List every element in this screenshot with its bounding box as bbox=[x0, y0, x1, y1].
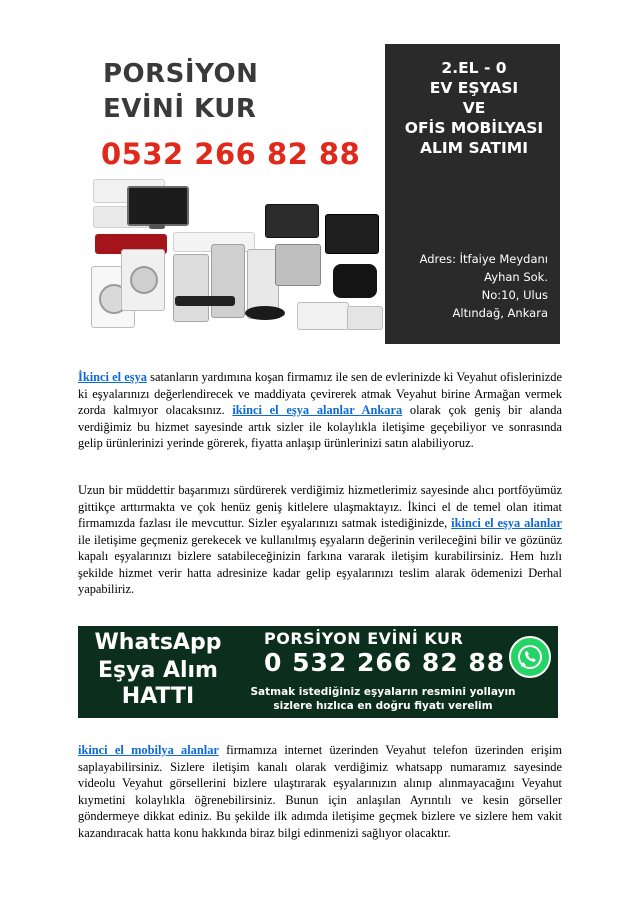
whatsapp-tagline bbox=[228, 685, 538, 713]
hero-banner bbox=[85, 44, 560, 344]
dvd-player-icon bbox=[175, 296, 235, 306]
oven-icon bbox=[275, 244, 321, 286]
paragraph-text: ile iletişime geçmeniz gerekecek ve kullanılmış eşyaların değerinin verileceğini bilir ve gözünüz kapalı eşyalarınızı bizlere satabileceğinizin farkına vararak iletişim kurabilirsiniz. Hem hızlı şekilde hizmet verir hatta adresinize kadar gelip eşyalarınızı teslim alarak ödemenizi Derhal yapabiliriz. bbox=[78, 532, 562, 596]
paragraph-text: Uzun bir müddettir başarımızı sürdürerek verdiğimiz hizmetlerimiz sayesinde alıcı portföyümüz gittikçe arttırmakta ve çok henüz geniş kitlelere ulaşmaktayız. İkinci el de temel olan itimat firmamızda fazlası ile mevcuttur. Sizler eşyalarınızı satmak istediğinizde, bbox=[78, 483, 562, 530]
link-ikinci-el-esya[interactable]: İkinci el eşya bbox=[78, 370, 147, 384]
refrigerator-icon bbox=[173, 254, 209, 322]
address-line: Ayhan Sok. bbox=[484, 270, 548, 284]
whatsapp-brand-name: PORSİYON EVİNİ KUR bbox=[264, 629, 464, 648]
television-icon bbox=[127, 186, 189, 226]
paragraph-text: olarak çok geniş bir alanda verdiğimiz bu hizmet sayesinde artık sizler ile kolaylıkla iletişime geçebiliyor ve sonrasında gelip ürünlerinizi yerinde görerek, fiyatta anlaşıp ürünlerinizi satın alabiliyoruz. bbox=[78, 403, 562, 450]
router-icon bbox=[333, 264, 377, 298]
whatsapp-title-line: WhatsApp bbox=[94, 630, 222, 655]
whatsapp-icon bbox=[509, 636, 551, 678]
link-ikinci-el-mobilya-alanlar[interactable]: ikinci el mobilya alanlar bbox=[78, 743, 219, 757]
address-line: No:10, Ulus bbox=[481, 288, 548, 302]
microwave-icon bbox=[325, 214, 379, 254]
paragraph-service bbox=[78, 482, 562, 598]
whatsapp-banner bbox=[78, 626, 558, 718]
tagline-line: Satmak istediğiniz eşyaların resmini yollayın bbox=[250, 686, 516, 698]
slogan-line: VE bbox=[462, 99, 486, 117]
brand-name-line1: PORSİYON bbox=[103, 59, 259, 89]
slogan-line: 2.EL - 0 bbox=[441, 59, 507, 77]
banner-phone-number: 0532 266 82 88 bbox=[101, 137, 361, 171]
paragraph-contact bbox=[78, 742, 562, 841]
link-ikinci-el-esya-alanlar[interactable]: ikinci el eşya alanlar bbox=[451, 516, 562, 530]
banner-info-panel bbox=[385, 44, 560, 344]
refrigerator-icon bbox=[211, 244, 245, 318]
whatsapp-phone-number: 0 532 266 82 88 bbox=[264, 648, 506, 677]
tagline-line: sizlere hızlıca en doğru fiyatı verelim bbox=[273, 700, 493, 712]
whatsapp-title-line: Eşya Alım bbox=[97, 658, 218, 683]
washing-machine-door-icon bbox=[130, 266, 158, 294]
microwave-icon bbox=[265, 204, 319, 238]
slogan-line: EV EŞYASI bbox=[429, 79, 519, 97]
paragraph-intro bbox=[78, 369, 562, 452]
slogan-line: OFİS MOBİLYASI bbox=[404, 119, 544, 137]
speaker-icon bbox=[245, 306, 285, 320]
brand-name-line2: EVİNİ KUR bbox=[103, 94, 257, 124]
link-ikinci-el-esya-alanlar-ankara[interactable]: ikinci el eşya alanlar Ankara bbox=[232, 403, 403, 417]
slogan-line: ALIM SATIMI bbox=[420, 139, 528, 157]
whatsapp-title-block bbox=[78, 626, 238, 718]
banner-slogan bbox=[399, 58, 549, 158]
banner-address bbox=[388, 250, 548, 322]
whatsapp-title-line: HATTI bbox=[121, 684, 195, 709]
banner-appliance-area bbox=[85, 44, 385, 344]
tv-stand-icon bbox=[149, 224, 165, 229]
address-line: Altındağ, Ankara bbox=[452, 306, 548, 320]
address-line: Adres: İtfaiye Meydanı bbox=[419, 252, 548, 266]
microwave-icon bbox=[297, 302, 349, 330]
paragraph-text: firmamıza internet üzerinden Veyahut telefon üzerinden erişim saplayabilirsiniz. Sizlere iletişim kanalı olarak verdiğimiz whatsapp numaramız sayesinde videolu Veyahut görsellerini bizlere ulaştırarak eşyalarınızın alınıp alınmayacağını Veyahut kıymetini kolaylıkla öğrenebilirsiniz. Bunun için anlaşılan Ayrıntılı ve kesin görseller göndermeye dikkat ediniz. Bu şekilde ilk adımda iletişime geçmek bizlere ve sizlere hem vakit kazandıracak hatta konu hakkında biraz bilgi edinmenizi sağlıyor olacaktır. bbox=[78, 743, 562, 840]
microwave-icon bbox=[347, 306, 383, 330]
paragraph-text: satanların yardımına koşan firmamız ile sen de evlerinizde ki Veyahut ofislerinizde ki eşyalarınızı değerlendirecek ve maddiyata çevirerek atmak Veyahut birine Armağan vermek zorda kalmıyor olacaksınız. bbox=[78, 370, 563, 417]
